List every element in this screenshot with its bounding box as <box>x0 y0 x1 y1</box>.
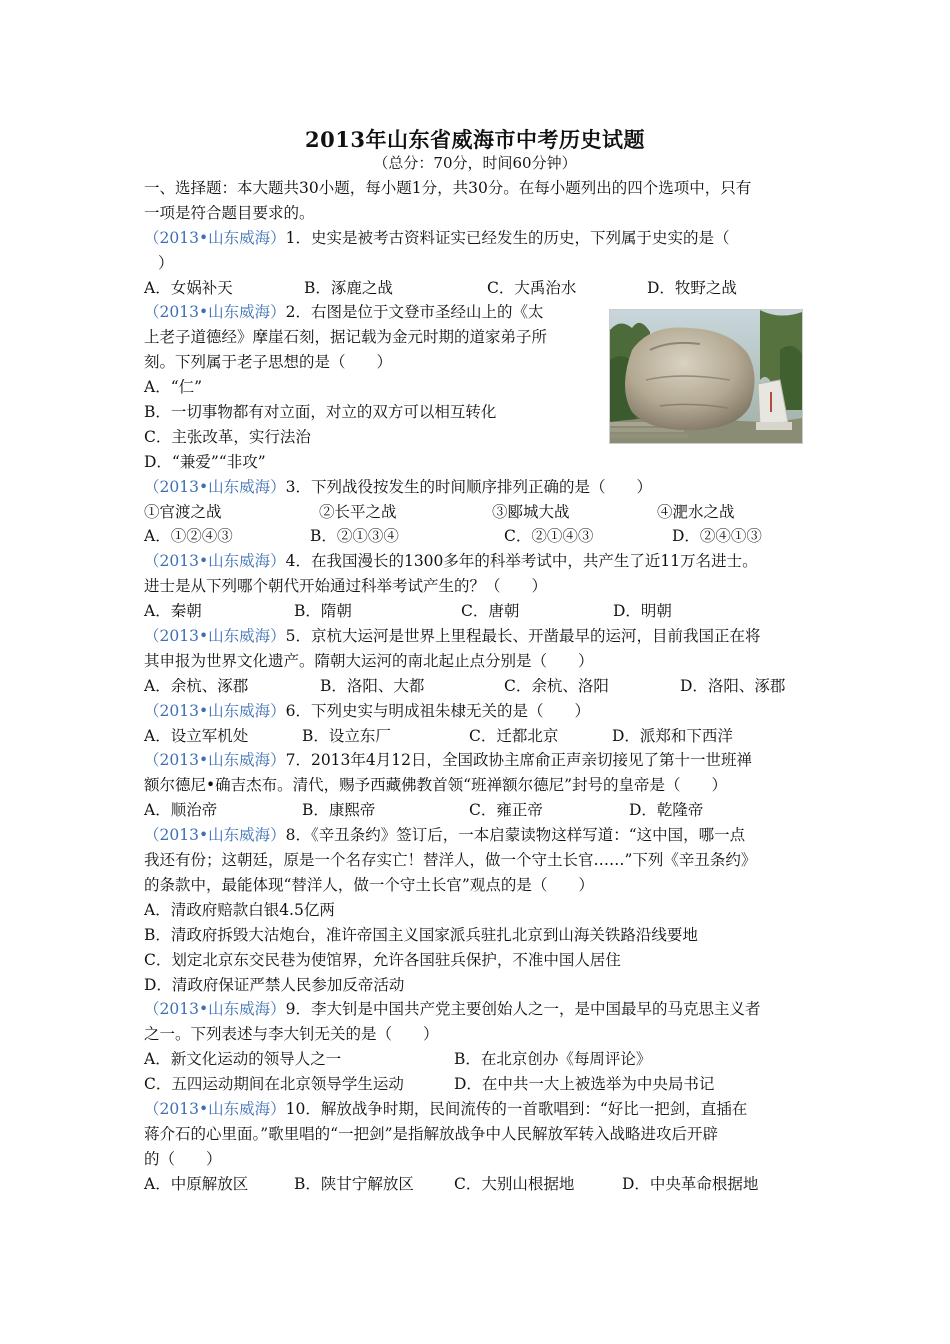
question-5-stem: （2013•山东威海）5．京杭大运河是世界上里程最长、开凿最早的运河，目前我国正在将 <box>144 627 761 646</box>
option: C．主张改革，实行法治 <box>144 427 311 446</box>
source-tag: （2013•山东威海） <box>144 826 286 845</box>
question-4-stem-cont: 进士是从下列哪个朝代开始通过科举考试产生的？（ ） <box>144 577 548 596</box>
option: D．派郑和下西洋 <box>612 726 733 745</box>
source-tag: （2013•山东威海） <box>144 228 286 247</box>
option: D．中央革命根据地 <box>622 1174 759 1193</box>
option: B．一切事物都有对立面，对立的双方可以相互转化 <box>144 403 497 422</box>
question-3-stem: （2013•山东威海）3．下列战役按发生的时间顺序排列正确的是（ ） <box>144 477 652 496</box>
battle-item: ③郾城大战 <box>492 502 570 521</box>
option: A．秦朝 <box>144 602 202 621</box>
question-10-stem: （2013•山东威海）10．解放战争时期，民间流传的一首歌唱到：“好比一把剑，直插在 <box>144 1099 748 1118</box>
section-intro-line: 一项是符合题目要求的。 <box>144 203 315 222</box>
option: C．划定北京东交民巷为使馆界，允许各国驻兵保护，不准中国人居住 <box>144 950 621 969</box>
question-2-stem-cont: 上老子道德经》摩崖石刻，据记载为金元时期的道家弟子所 <box>144 328 548 347</box>
question-8-stem-cont: 的条款中，最能体现“替洋人，做一个守土长官”观点的是（ ） <box>144 875 594 894</box>
option: C．②①④③ <box>504 527 594 546</box>
battle-item: ①官渡之战 <box>144 502 222 521</box>
option: D．明朝 <box>613 602 672 621</box>
option: D．乾隆帝 <box>629 801 704 820</box>
question-2-stem-cont: 刻。下列属于老子思想的是（ ） <box>144 353 393 372</box>
option: A．①②④③ <box>144 527 233 546</box>
option: B．涿鹿之战 <box>304 278 393 297</box>
option: C．迁都北京 <box>469 726 559 745</box>
question-10-stem-cont: 的（ ） <box>144 1149 222 1168</box>
battle-item: ②长平之战 <box>319 502 397 521</box>
question-7-stem: （2013•山东威海）7．2013年4月12日，全国政协主席俞正声亲切接见了第十一世班禅 <box>144 751 752 770</box>
option: C．雍正帝 <box>469 801 543 820</box>
option: B．清政府拆毁大沽炮台，准许帝国主义国家派兵驻扎北京到山海关铁路沿线要地 <box>144 925 698 944</box>
source-tag: （2013•山东威海） <box>144 751 286 770</box>
question-9-stem-cont: 之一。下列表述与李大钊无关的是（ ） <box>144 1025 439 1044</box>
source-tag: （2013•山东威海） <box>144 627 286 646</box>
source-tag: （2013•山东威海） <box>144 701 286 720</box>
option: A．顺治帝 <box>144 801 218 820</box>
question-6-options <box>144 724 810 749</box>
option: B．康熙帝 <box>302 801 376 820</box>
option: A．“仁” <box>144 378 203 397</box>
question-1-stem: （2013•山东威海）1．史实是被考古资料证实已经发生的历史，下列属于史实的是（ <box>144 228 730 247</box>
option: A．中原解放区 <box>144 1174 249 1193</box>
source-tag: （2013•山东威海） <box>144 1000 286 1019</box>
question-4-stem: （2013•山东威海）4．在我国漫长的1300多年的科举考试中，共产生了近11万名进士。 <box>144 552 758 571</box>
option: B．隋朝 <box>294 602 352 621</box>
section-intro-line: 一、选择题：本大题共30小题，每小题1分，共30分。在每小题列出的四个选项中，只有 <box>144 179 752 197</box>
question-9-options <box>144 1072 810 1097</box>
option: C．大别山根据地 <box>454 1174 575 1193</box>
option: D．牧野之战 <box>647 278 737 297</box>
source-tag: （2013•山东威海） <box>144 477 286 496</box>
question-3-items <box>144 500 810 525</box>
question-1-options <box>144 276 810 301</box>
question-3-options <box>144 524 810 549</box>
option: C．五四运动期间在北京领导学生运动 <box>144 1075 404 1094</box>
option: A．清政府赔款白银4.5亿两 <box>144 900 335 919</box>
question-5-stem-cont: 其申报为世界文化遗产。隋朝大运河的南北起止点分别是（ ） <box>144 651 594 670</box>
option: C．大禹治水 <box>487 278 577 297</box>
question-2-stem: （2013•山东威海）2．右图是位于文登市圣经山上的《太 <box>144 303 544 322</box>
question-10-options <box>144 1172 810 1197</box>
source-tag: （2013•山东威海） <box>144 1099 286 1118</box>
source-tag: （2013•山东威海） <box>144 303 286 322</box>
question-4-options <box>144 599 810 624</box>
question-5-options <box>144 674 810 699</box>
option: A．设立军机处 <box>144 726 249 745</box>
option: D．清政府保证严禁人民参加反帝活动 <box>144 975 405 994</box>
question-9-options <box>144 1047 810 1072</box>
option: B．设立东厂 <box>302 726 391 745</box>
option: B．在北京创办《每周评论》 <box>454 1050 652 1069</box>
option: A．余杭、涿郡 <box>144 676 249 695</box>
question-8-stem: （2013•山东威海）8．《辛丑条约》签订后，一本启蒙读物这样写道：“这中国，哪一点 <box>144 826 746 845</box>
source-tag: （2013•山东威海） <box>144 552 286 571</box>
page-subtitle: （总分：70分，时间60分钟） <box>373 154 577 172</box>
question-7-options <box>144 798 810 823</box>
rock-carving-photo <box>609 309 803 444</box>
battle-item: ④淝水之战 <box>657 502 735 521</box>
question-10-stem-cont: 蒋介石的心里面。”歌里唱的“一把剑”是指解放战争中人民解放军转入战略进攻后开辟 <box>144 1124 719 1143</box>
question-1-stem-cont: ） <box>158 253 174 272</box>
option: D．②④①③ <box>672 527 762 546</box>
option: A．新文化运动的领导人之一 <box>144 1050 342 1069</box>
question-6-stem: （2013•山东威海）6．下列史实与明成祖朱棣无关的是（ ） <box>144 701 590 720</box>
option: B．②①③④ <box>310 527 399 546</box>
option: A．女娲补天 <box>144 278 233 297</box>
question-8-stem-cont: 我还有份；这朝廷，原是一个名存实亡！替洋人，做一个守土长官……”下列《辛丑条约》 <box>144 851 757 870</box>
option: D．在中共一大上被选举为中央局书记 <box>454 1075 715 1094</box>
option: C．唐朝 <box>461 602 520 621</box>
page-title: 2013年山东省威海市中考历史试题 <box>305 127 645 152</box>
option: B．洛阳、大都 <box>320 676 425 695</box>
question-9-stem: （2013•山东威海）9．李大钊是中国共产党主要创始人之一，是中国最早的马克思主义者 <box>144 1000 761 1019</box>
option: B．陕甘宁解放区 <box>294 1174 414 1193</box>
option: C．余杭、洛阳 <box>504 676 609 695</box>
question-7-stem-cont: 额尔德尼•确吉杰布。清代，赐予西藏佛教首领“班禅额尔德尼”封号的皇帝是（ ） <box>144 776 727 795</box>
option: D．洛阳、涿郡 <box>680 676 786 695</box>
option: D．“兼爱”“非攻” <box>144 452 266 471</box>
